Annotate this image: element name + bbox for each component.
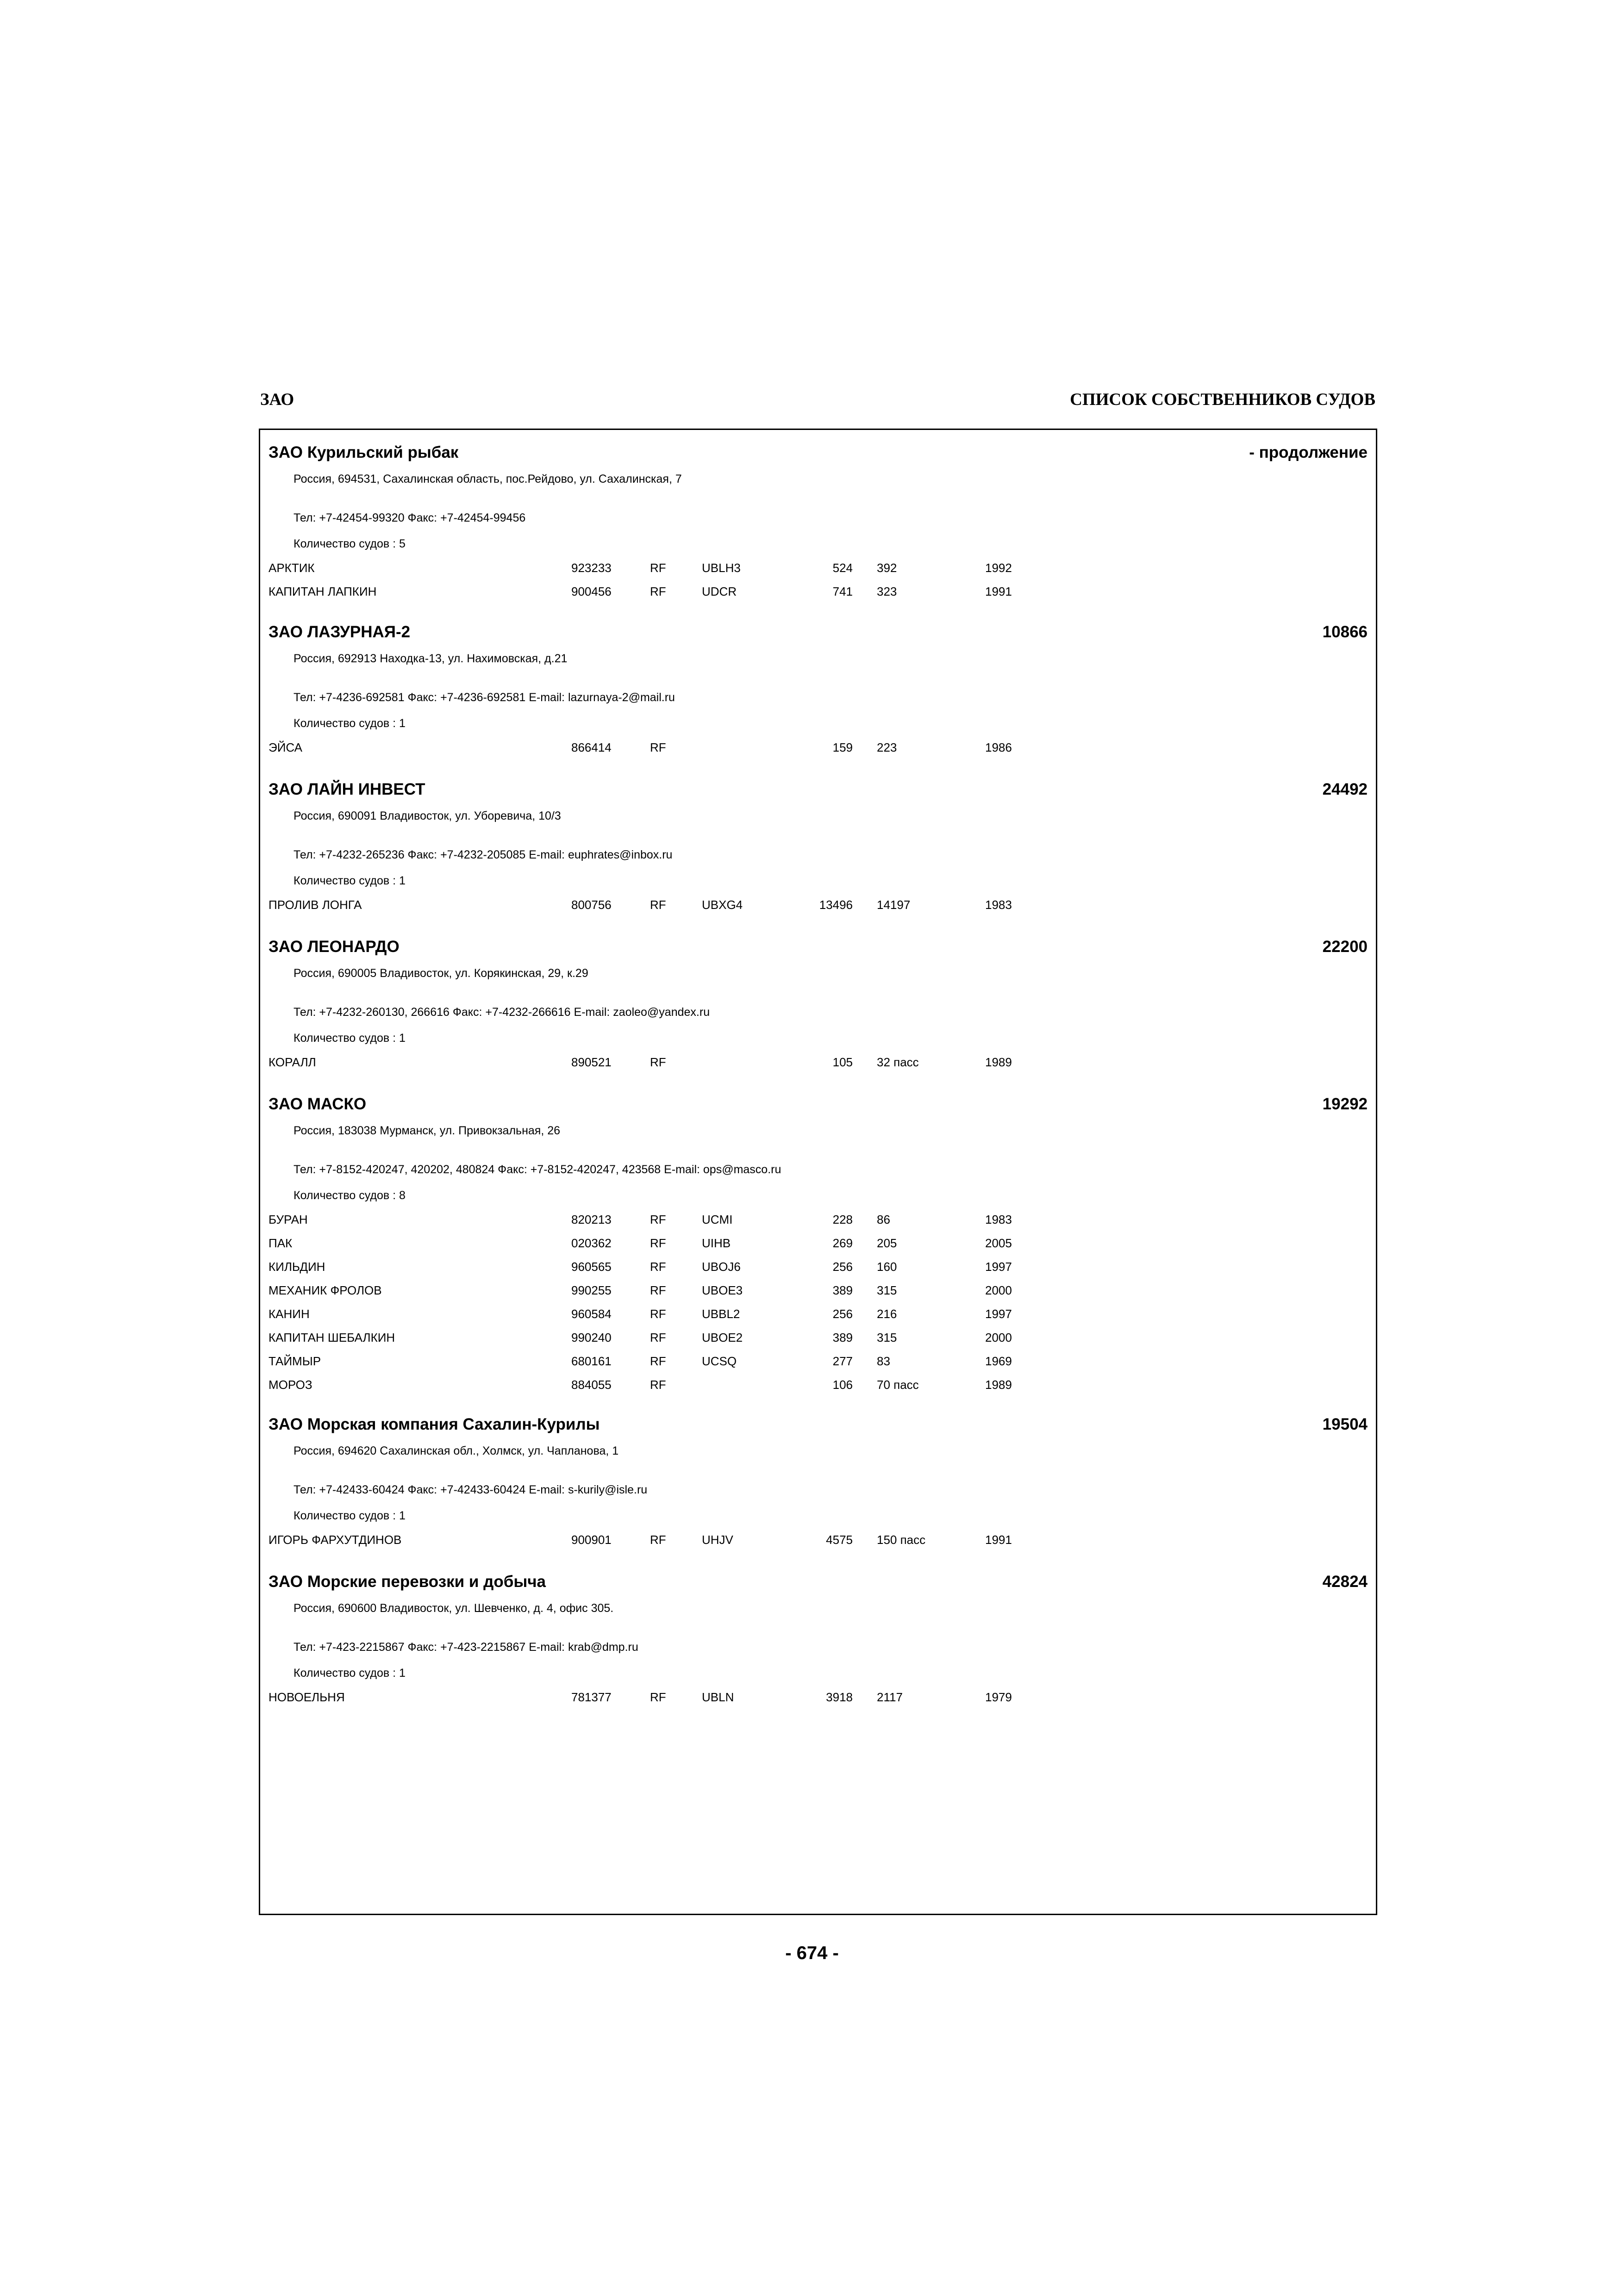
- vessel-gross-tonnage: 105: [832, 1055, 853, 1069]
- owner-contacts: Тел: +7-4236-692581 Факс: +7-4236-692581 E-mail: lazurnaya-2@mail.ru: [294, 691, 675, 704]
- owner-name: ЗАО Морская компания Сахалин-Курилы: [269, 1415, 600, 1433]
- owner-vessel-count: Количество судов : 8: [294, 1189, 406, 1202]
- owner-name: ЗАО ЛАЗУРНАЯ-2: [269, 623, 411, 641]
- vessel-reg-number: 800756: [571, 898, 612, 912]
- vessel-deadweight: 315: [877, 1331, 897, 1344]
- vessel-flag: RF: [650, 561, 666, 575]
- owner-contacts: Тел: +7-42454-99320 Факс: +7-42454-99456: [294, 511, 526, 524]
- vessel-year-built: 1989: [985, 1378, 1012, 1392]
- vessel-name: КОРАЛЛ: [269, 1055, 316, 1069]
- owner-name: ЗАО Курильский рыбак: [269, 443, 459, 461]
- vessel-reg-number: 960565: [571, 1260, 612, 1274]
- vessel-year-built: 2000: [985, 1331, 1012, 1344]
- vessel-name: НОВОЕЛЬНЯ: [269, 1690, 345, 1704]
- vessel-gross-tonnage: 3918: [826, 1690, 853, 1704]
- vessel-call-sign: UHJV: [702, 1533, 733, 1547]
- vessel-gross-tonnage: 389: [832, 1331, 853, 1344]
- running-header-title: СПИСОК СОБСТВЕННИКОВ СУДОВ: [1070, 390, 1375, 409]
- vessel-call-sign: UCSQ: [702, 1354, 737, 1368]
- vessel-reg-number: 890521: [571, 1055, 612, 1069]
- vessel-flag: RF: [650, 898, 666, 912]
- owner-number: 19292: [1322, 1095, 1368, 1113]
- vessel-name: КАПИТАН ЛАПКИН: [269, 585, 377, 598]
- vessel-flag: RF: [650, 1283, 666, 1297]
- vessel-year-built: 1989: [985, 1055, 1012, 1069]
- vessel-name: МЕХАНИК ФРОЛОВ: [269, 1283, 382, 1297]
- vessel-year-built: 1983: [985, 1213, 1012, 1226]
- vessel-name: МОРОЗ: [269, 1378, 312, 1392]
- owner-address: Россия, 692913 Находка-13, ул. Нахимовская, д.21: [294, 652, 568, 665]
- vessel-row: [269, 1055, 1368, 1070]
- vessel-reg-number: 680161: [571, 1354, 612, 1368]
- vessel-reg-number: 900901: [571, 1533, 612, 1547]
- owner-address: Россия, 690600 Владивосток, ул. Шевченко, д. 4, офис 305.: [294, 1602, 614, 1615]
- vessel-year-built: 1992: [985, 561, 1012, 575]
- owner-vessel-count: Количество судов : 1: [294, 1032, 406, 1045]
- vessel-year-built: 1969: [985, 1354, 1012, 1368]
- owner-contacts: Тел: +7-423-2215867 Факс: +7-423-2215867 E-mail: krab@dmp.ru: [294, 1641, 638, 1654]
- vessel-deadweight: 83: [877, 1354, 890, 1368]
- vessel-call-sign: UBXG4: [702, 898, 743, 912]
- vessel-call-sign: UBLN: [702, 1690, 734, 1704]
- vessel-year-built: 1997: [985, 1307, 1012, 1321]
- page-number: - 674 -: [785, 1943, 839, 1963]
- vessel-year-built: 1983: [985, 898, 1012, 912]
- owner-address: Россия, 694620 Сахалинская обл., Холмск, ул. Чапланова, 1: [294, 1444, 619, 1457]
- owner-name: ЗАО ЛАЙН ИНВЕСТ: [269, 780, 425, 798]
- vessel-gross-tonnage: 228: [832, 1213, 853, 1226]
- owner-vessel-count: Количество судов : 1: [294, 1667, 406, 1680]
- vessel-deadweight: 70 пасс: [877, 1378, 919, 1392]
- vessel-row: [269, 897, 1368, 912]
- vessel-flag: RF: [650, 1533, 666, 1547]
- vessel-reg-number: 900456: [571, 585, 612, 598]
- vessel-flag: RF: [650, 1690, 666, 1704]
- vessel-reg-number: 990240: [571, 1331, 612, 1344]
- vessel-name: ПАК: [269, 1236, 293, 1250]
- vessel-call-sign: UBLH3: [702, 561, 741, 575]
- vessel-flag: RF: [650, 1378, 666, 1392]
- vessel-gross-tonnage: 389: [832, 1283, 853, 1297]
- owner-name: ЗАО ЛЕОНАРДО: [269, 938, 400, 956]
- vessel-deadweight: 315: [877, 1283, 897, 1297]
- owner-contacts: Тел: +7-4232-265236 Факс: +7-4232-205085 E-mail: euphrates@inbox.ru: [294, 848, 673, 861]
- vessel-call-sign: UIHB: [702, 1236, 731, 1250]
- vessel-name: АРКТИК: [269, 561, 315, 575]
- vessel-deadweight: 216: [877, 1307, 897, 1321]
- vessel-deadweight: 86: [877, 1213, 890, 1226]
- vessel-year-built: 1979: [985, 1690, 1012, 1704]
- vessel-flag: RF: [650, 1236, 666, 1250]
- vessel-flag: RF: [650, 1331, 666, 1344]
- vessel-gross-tonnage: 269: [832, 1236, 853, 1250]
- vessel-call-sign: UCMI: [702, 1213, 733, 1226]
- vessel-gross-tonnage: 256: [832, 1260, 853, 1274]
- vessel-gross-tonnage: 277: [832, 1354, 853, 1368]
- owner-vessel-count: Количество судов : 5: [294, 537, 406, 550]
- vessel-name: КАНИН: [269, 1307, 310, 1321]
- running-header-left: ЗАО: [260, 390, 294, 409]
- vessel-row: [269, 1259, 1368, 1274]
- vessel-row: [269, 1283, 1368, 1298]
- vessel-reg-number: 781377: [571, 1690, 612, 1704]
- owner-name: ЗАО МАСКО: [269, 1095, 367, 1113]
- vessel-year-built: 1991: [985, 1533, 1012, 1547]
- vessel-name: ЭЙСА: [269, 740, 302, 754]
- vessel-year-built: 2000: [985, 1283, 1012, 1297]
- vessel-year-built: 1997: [985, 1260, 1012, 1274]
- vessel-deadweight: 205: [877, 1236, 897, 1250]
- vessel-name: БУРАН: [269, 1213, 308, 1226]
- vessel-call-sign: UBBL2: [702, 1307, 740, 1321]
- owner-number: 10866: [1322, 623, 1368, 641]
- owner-address: Россия, 690091 Владивосток, ул. Уборевича, 10/3: [294, 809, 561, 822]
- vessel-call-sign: UBOE2: [702, 1331, 743, 1344]
- owner-contacts: Тел: +7-4232-260130, 266616 Факс: +7-4232-266616 E-mail: zaoleo@yandex.ru: [294, 1006, 710, 1019]
- vessel-reg-number: 923233: [571, 561, 612, 575]
- owner-name: ЗАО Морские перевозки и добыча: [269, 1573, 546, 1591]
- vessel-flag: RF: [650, 1213, 666, 1226]
- vessel-flag: RF: [650, 1354, 666, 1368]
- vessel-call-sign: UBOE3: [702, 1283, 743, 1297]
- owner-vessel-count: Количество судов : 1: [294, 717, 406, 730]
- vessel-call-sign: UDCR: [702, 585, 737, 598]
- vessel-deadweight: 150 пасс: [877, 1533, 926, 1547]
- vessel-row: [269, 1212, 1368, 1227]
- owners-list-frame: [259, 429, 1377, 1915]
- vessel-gross-tonnage: 13496: [819, 898, 853, 912]
- vessel-reg-number: 884055: [571, 1378, 612, 1392]
- vessel-row: [269, 1690, 1368, 1705]
- owner-address: Россия, 183038 Мурманск, ул. Привокзальная, 26: [294, 1124, 561, 1137]
- vessel-deadweight: 392: [877, 561, 897, 575]
- vessel-year-built: 2005: [985, 1236, 1012, 1250]
- vessel-reg-number: 866414: [571, 740, 612, 754]
- vessel-call-sign: UBOJ6: [702, 1260, 741, 1274]
- vessel-flag: RF: [650, 1055, 666, 1069]
- vessel-reg-number: 020362: [571, 1236, 612, 1250]
- vessel-name: ИГОРЬ ФАРХУТДИНОВ: [269, 1533, 402, 1547]
- vessel-gross-tonnage: 256: [832, 1307, 853, 1321]
- vessel-row: [269, 1377, 1368, 1392]
- owner-vessel-count: Количество судов : 1: [294, 874, 406, 887]
- vessel-deadweight: 32 пасс: [877, 1055, 919, 1069]
- owner-address: Россия, 690005 Владивосток, ул. Корякинская, 29, к.29: [294, 967, 588, 980]
- vessel-row: [269, 560, 1368, 575]
- owner-number: - продолжение: [1249, 443, 1368, 461]
- vessel-gross-tonnage: 741: [832, 585, 853, 598]
- vessel-year-built: 1991: [985, 585, 1012, 598]
- vessel-deadweight: 223: [877, 740, 897, 754]
- vessel-deadweight: 323: [877, 585, 897, 598]
- vessel-year-built: 1986: [985, 740, 1012, 754]
- owner-number: 24492: [1322, 780, 1368, 798]
- vessel-deadweight: 14197: [877, 898, 911, 912]
- owner-contacts: Тел: +7-42433-60424 Факс: +7-42433-60424 E-mail: s-kurily@isle.ru: [294, 1483, 648, 1496]
- vessel-flag: RF: [650, 585, 666, 598]
- vessel-deadweight: 2117: [877, 1690, 903, 1704]
- vessel-row: [269, 1236, 1368, 1251]
- vessel-flag: RF: [650, 740, 666, 754]
- owner-address: Россия, 694531, Сахалинская область, пос.Рейдово, ул. Сахалинская, 7: [294, 473, 682, 485]
- owner-number: 42824: [1322, 1573, 1368, 1591]
- vessel-row: [269, 1330, 1368, 1345]
- vessel-row: [269, 1532, 1368, 1547]
- vessel-deadweight: 160: [877, 1260, 897, 1274]
- vessel-name: КИЛЬДИН: [269, 1260, 325, 1274]
- vessel-row: [269, 1354, 1368, 1369]
- vessel-name: КАПИТАН ШЕБАЛКИН: [269, 1331, 395, 1344]
- owner-number: 22200: [1322, 938, 1368, 956]
- vessel-row: [269, 1307, 1368, 1321]
- vessel-row: [269, 740, 1368, 755]
- vessel-flag: RF: [650, 1260, 666, 1274]
- owner-contacts: Тел: +7-8152-420247, 420202, 480824 Факс: +7-8152-420247, 423568 E-mail: ops@masco.ru: [294, 1163, 781, 1176]
- owner-number: 19504: [1322, 1415, 1368, 1433]
- vessel-gross-tonnage: 524: [832, 561, 853, 575]
- vessel-gross-tonnage: 159: [832, 740, 853, 754]
- vessel-reg-number: 820213: [571, 1213, 612, 1226]
- vessel-gross-tonnage: 4575: [826, 1533, 853, 1547]
- vessel-row: [269, 584, 1368, 599]
- vessel-reg-number: 990255: [571, 1283, 612, 1297]
- vessel-name: ПРОЛИВ ЛОНГА: [269, 898, 362, 912]
- vessel-gross-tonnage: 106: [832, 1378, 853, 1392]
- vessel-reg-number: 960584: [571, 1307, 612, 1321]
- vessel-flag: RF: [650, 1307, 666, 1321]
- vessel-name: ТАЙМЫР: [269, 1354, 321, 1368]
- owner-vessel-count: Количество судов : 1: [294, 1509, 406, 1522]
